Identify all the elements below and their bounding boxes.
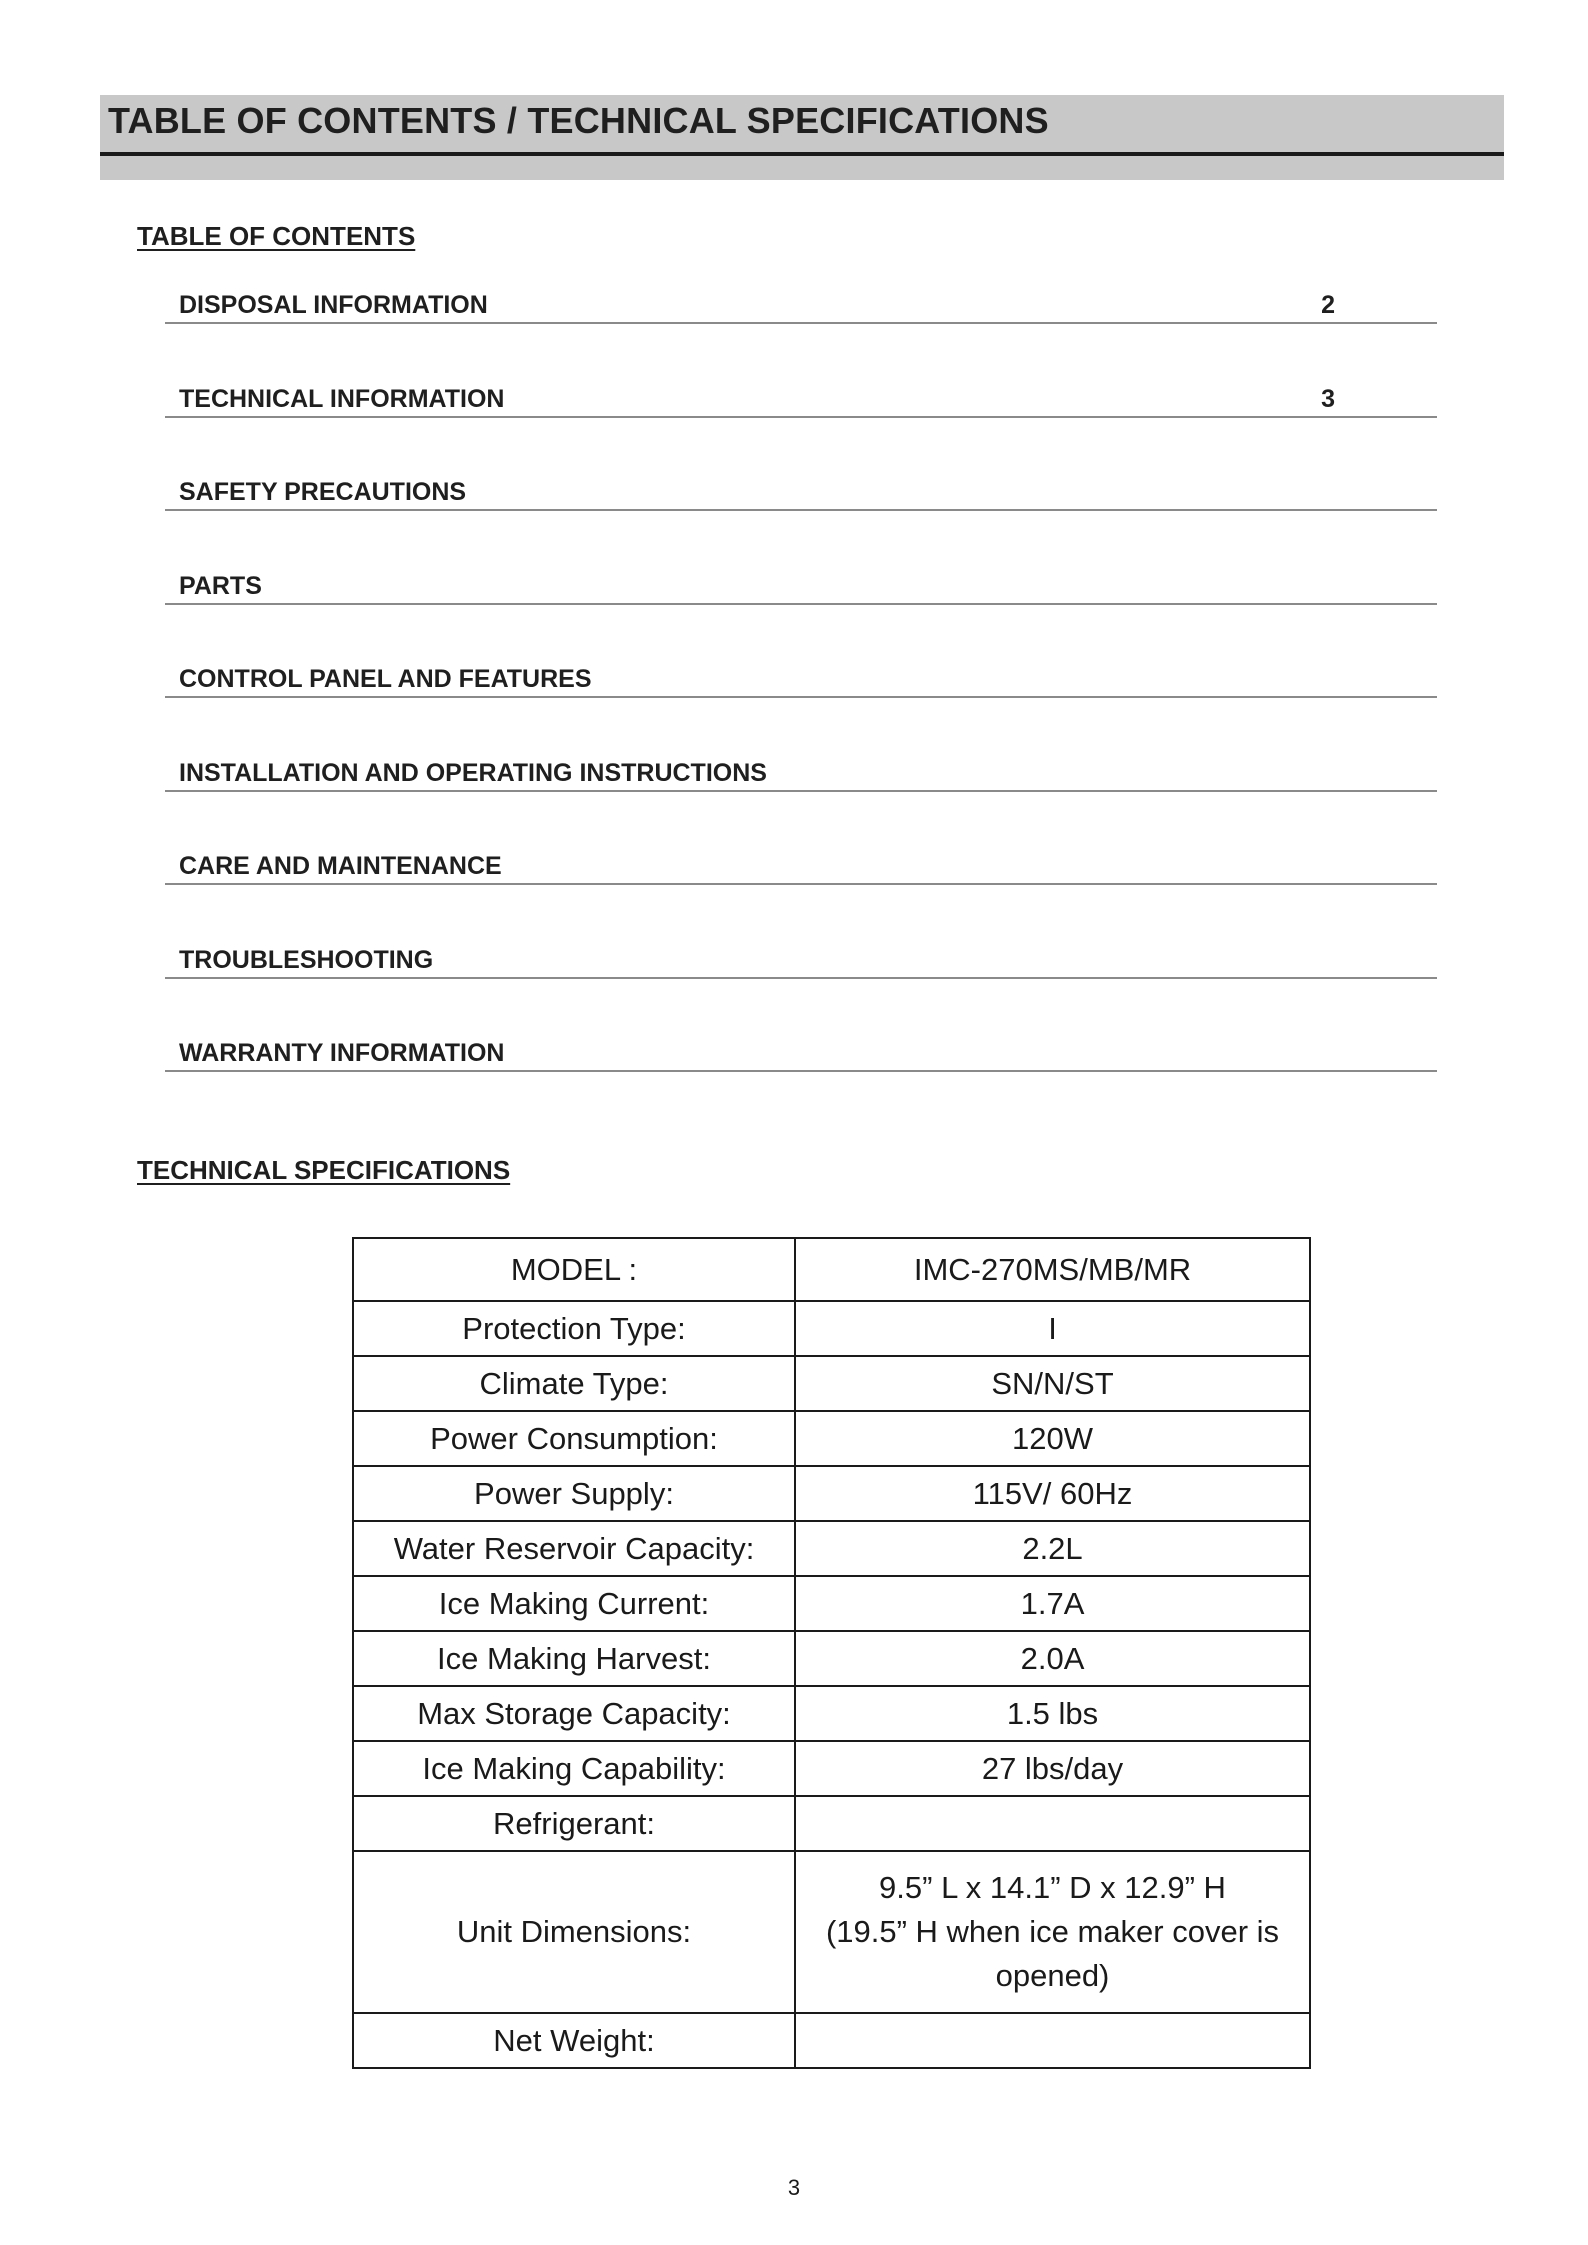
spec-row-ice-making-capability (353, 1741, 1310, 1796)
toc-item-rule (165, 1070, 1437, 1072)
spec-label: MODEL : (353, 1238, 795, 1301)
toc-item-label: TECHNICAL INFORMATION (179, 384, 505, 413)
toc-item-safety-precautions[interactable] (165, 462, 1437, 556)
spec-label: Unit Dimensions: (353, 1851, 795, 2013)
toc-item-rule (165, 416, 1437, 418)
toc-item-page: 2 (1321, 291, 1335, 319)
toc-item-rule (165, 322, 1437, 324)
spec-label: Refrigerant: (353, 1796, 795, 1851)
spec-value (795, 1851, 1310, 2013)
spec-value: 1.7A (795, 1576, 1310, 1631)
toc-item-installation-and-operating-instructions[interactable] (165, 743, 1437, 837)
spec-row-power-consumption (353, 1411, 1310, 1466)
spec-value: 2.0A (795, 1631, 1310, 1686)
spec-row-unit-dimensions (353, 1851, 1310, 2013)
spec-value-line: 9.5” L x 14.1” D x 12.9” H (879, 1870, 1226, 1905)
specs-heading: TECHNICAL SPECIFICATIONS (137, 1155, 511, 1185)
spec-row-max-storage-capacity (353, 1686, 1310, 1741)
toc-item-control-panel-and-features[interactable] (165, 649, 1437, 743)
spec-label: Power Consumption: (353, 1411, 795, 1466)
spec-value: IMC-270MS/MB/MR (795, 1238, 1310, 1301)
toc-item-page: 3 (1321, 384, 1335, 413)
spec-value: I (795, 1301, 1310, 1356)
spec-row-power-supply (353, 1466, 1310, 1521)
spec-label: Climate Type: (353, 1356, 795, 1411)
toc-item-label: PARTS (179, 571, 262, 600)
spec-label: Net Weight: (353, 2013, 795, 2068)
toc-item-rule (165, 883, 1437, 885)
spec-label: Max Storage Capacity: (353, 1686, 795, 1741)
toc-item-rule (165, 977, 1437, 979)
toc-item-label: CONTROL PANEL AND FEATURES (179, 665, 592, 693)
spec-label: Power Supply: (353, 1466, 795, 1521)
spec-value-line: opened) (995, 1958, 1110, 1993)
spec-value: 27 lbs/day (795, 1741, 1310, 1796)
spec-label: Protection Type: (353, 1301, 795, 1356)
toc-item-troubleshooting[interactable] (165, 930, 1437, 1024)
toc-item-rule (165, 603, 1437, 605)
toc-item-technical-information[interactable] (165, 369, 1437, 463)
spec-row-protection-type (353, 1301, 1310, 1356)
toc-item-label: WARRANTY INFORMATION (179, 1039, 505, 1067)
toc-item-label: TROUBLESHOOTING (179, 945, 434, 974)
header-rule (100, 152, 1504, 156)
toc-item-rule (165, 790, 1437, 792)
spec-row-ice-making-current (353, 1576, 1310, 1631)
spec-label: Ice Making Capability: (353, 1741, 795, 1796)
page-number: 3 (787, 2175, 801, 2200)
spec-row-model (353, 1238, 1310, 1301)
toc-item-warranty-information[interactable] (165, 1023, 1437, 1117)
spec-label: Ice Making Harvest: (353, 1631, 795, 1686)
toc-list (165, 275, 1437, 1117)
spec-row-net-weight (353, 2013, 1310, 2068)
spec-table (352, 1237, 1311, 2069)
toc-item-label: INSTALLATION AND OPERATING INSTRUCTIONS (179, 758, 767, 787)
spec-row-water-reservoir-capacity (353, 1521, 1310, 1576)
toc-item-rule (165, 509, 1437, 511)
toc-item-label: SAFETY PRECAUTIONS (179, 478, 467, 506)
toc-item-rule (165, 696, 1437, 698)
toc-item-disposal-information[interactable] (165, 275, 1437, 369)
spec-value: SN/N/ST (795, 1356, 1310, 1411)
toc-item-label: CARE AND MAINTENANCE (179, 852, 502, 880)
spec-label: Ice Making Current: (353, 1576, 795, 1631)
spec-value: 2.2L (795, 1521, 1310, 1576)
toc-item-label: DISPOSAL INFORMATION (179, 291, 488, 319)
page-title: TABLE OF CONTENTS / TECHNICAL SPECIFICATIONS (108, 100, 1049, 141)
spec-value (795, 2013, 1310, 2068)
spec-value (795, 1796, 1310, 1851)
toc-heading: TABLE OF CONTENTS (137, 221, 416, 251)
spec-value: 115V/ 60Hz (795, 1466, 1310, 1521)
spec-value: 1.5 lbs (795, 1686, 1310, 1741)
toc-item-parts[interactable] (165, 556, 1437, 650)
spec-row-climate-type (353, 1356, 1310, 1411)
toc-item-care-and-maintenance[interactable] (165, 836, 1437, 930)
spec-row-refrigerant (353, 1796, 1310, 1851)
spec-label: Water Reservoir Capacity: (353, 1521, 795, 1576)
spec-value: 120W (795, 1411, 1310, 1466)
spec-row-ice-making-harvest (353, 1631, 1310, 1686)
spec-value-line: (19.5” H when ice maker cover is (825, 1914, 1280, 1949)
